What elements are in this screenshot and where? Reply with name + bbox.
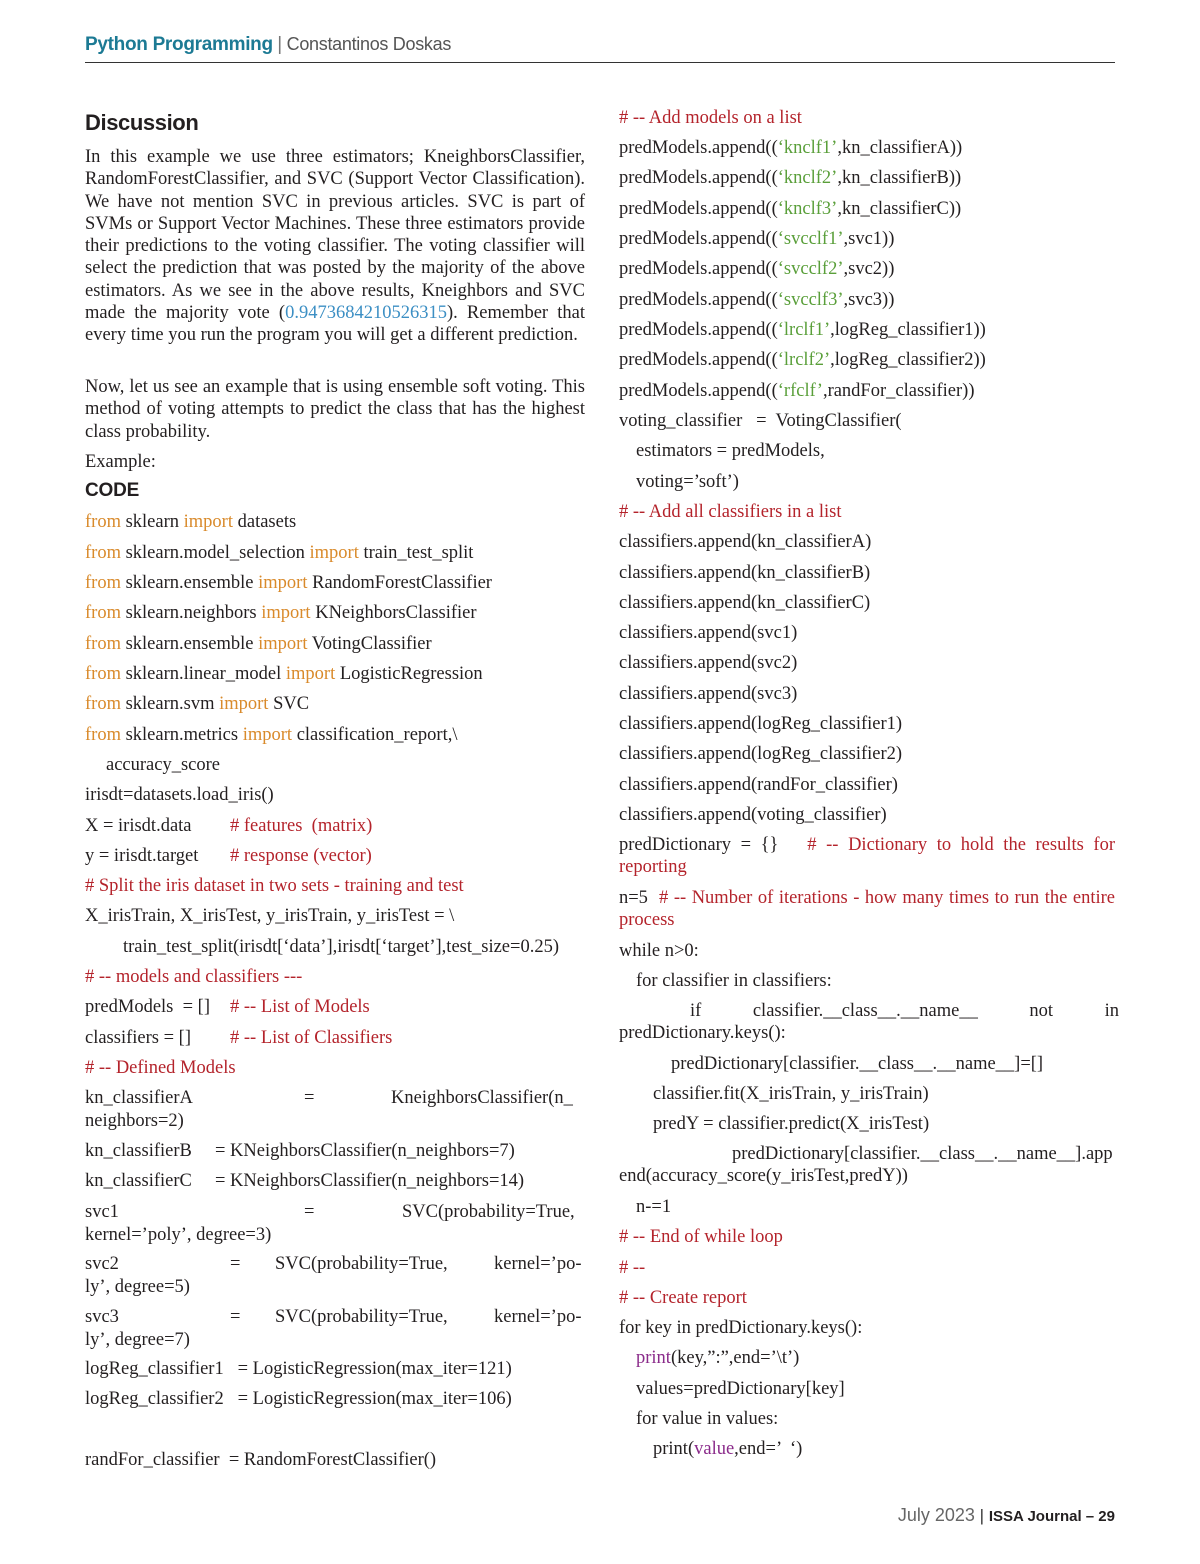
code-comment: # -- End of while loop [619, 1227, 783, 1247]
code-comment: # -- [619, 1258, 646, 1278]
code-text: ,end=’ ‘) [734, 1439, 803, 1459]
page-header [85, 34, 1115, 63]
code-text: (key,”:”,end=’\t’) [670, 1348, 800, 1368]
code-line: kernel=’poly’, degree=3) [85, 1225, 272, 1245]
code-line: voting_classifier = VotingClassifier( [619, 411, 902, 431]
import-module: sklearn.metrics [120, 725, 243, 745]
footer-journal: ISSA Journal – 29 [988, 1508, 1115, 1525]
import-name: datasets [233, 512, 297, 532]
code-line: predModels = [] [85, 997, 211, 1017]
from-keyword: from [85, 634, 121, 654]
code-string: ‘lrclf2’ [777, 350, 831, 370]
from-keyword: from [85, 725, 121, 745]
code-line: for value in values: [636, 1409, 779, 1429]
code-text: X = irisdt.data [85, 816, 192, 836]
code-line: classifiers = [] [85, 1028, 191, 1048]
footer-separator: | [979, 1506, 985, 1525]
code-line: SVC(probability=True, [402, 1202, 575, 1222]
code-comment: # -- models and classifiers --- [85, 967, 303, 987]
code-line: logReg_classifier2 = LogisticRegression(max_iter=106) [85, 1389, 512, 1409]
code-line: = [230, 1254, 241, 1274]
import-keyword: import [242, 725, 293, 745]
code-line: classifiers.append(kn_classifierA) [619, 532, 872, 552]
header-title: Python Programming [85, 34, 273, 55]
code-label: CODE [85, 480, 140, 501]
code-line [619, 198, 961, 220]
print-function: print [636, 1348, 671, 1368]
code-text: predModels.append(( [619, 259, 778, 279]
code-comment: # -- Number of iterations - how many times to run the entire process [619, 888, 1115, 931]
footer-date: July 2023 [897, 1505, 975, 1525]
from-keyword: from [85, 543, 121, 563]
code-comment: # -- Dictionary to hold the results for reporting [619, 835, 1116, 878]
code-import-line [85, 511, 296, 533]
code-text: predModels.append(( [619, 138, 778, 158]
code-line: predDictionary[classifier.__class__.__name__]=[] [671, 1054, 1044, 1074]
code-line: for classifier in classifiers: [636, 971, 832, 991]
code-comment: # -- Add all classifiers in a list [619, 502, 842, 522]
code-line: = [304, 1202, 315, 1222]
code-comment: # -- Add models on a list [619, 108, 802, 128]
discussion-heading: Discussion [85, 110, 199, 135]
code-line [619, 887, 1115, 932]
header-separator: | [277, 34, 283, 55]
import-module: sklearn [120, 512, 184, 532]
code-text: ,kn_classifierC)) [837, 199, 962, 219]
code-text: predModels.append(( [619, 290, 778, 310]
code-text: n=5 [619, 888, 648, 908]
code-line: kn_classifierB = KNeighborsClassifier(n_neighbors=7) [85, 1141, 515, 1161]
code-comment: # -- Create report [619, 1288, 747, 1308]
code-line: for key in predDictionary.keys(): [619, 1318, 863, 1338]
code-line: estimators = predModels, [636, 441, 825, 461]
import-name: train_test_split [358, 543, 474, 563]
from-keyword: from [85, 694, 121, 714]
code-line: classifier.fit(X_irisTrain, y_irisTrain) [653, 1084, 929, 1104]
from-keyword: from [85, 573, 121, 593]
code-line: = [230, 1307, 241, 1327]
code-line [619, 167, 961, 189]
code-comment: # Split the iris dataset in two sets - training and test [85, 876, 464, 896]
code-text: ,logReg_classifier1)) [830, 320, 986, 340]
code-line: randFor_classifier = RandomForestClassifier() [85, 1450, 437, 1470]
import-name: SVC [268, 694, 310, 714]
code-line: predDictionary[classifier.__class__.__name__].append(accuracy_score(y_irisTest,predY)) [619, 1144, 1113, 1187]
code-comment: # response (vector) [230, 846, 372, 866]
code-line: KneighborsClassifier(n_ [391, 1088, 573, 1108]
code-comment: # -- Defined Models [85, 1058, 236, 1078]
code-line: SVC(probability=True, [275, 1307, 448, 1327]
code-line: classifiers.append(kn_classifierB) [619, 563, 871, 583]
import-keyword: import [183, 512, 233, 532]
code-text: ,randFor_classifier)) [822, 381, 975, 401]
import-keyword: import [261, 603, 311, 623]
import-name: LogisticRegression [335, 664, 483, 684]
code-line: classifiers.append(voting_classifier) [619, 805, 887, 825]
code-text: y = irisdt.target [85, 846, 199, 866]
code-line [619, 137, 962, 159]
code-text: predModels.append(( [619, 350, 778, 370]
code-line: ly’, degree=5) [85, 1277, 190, 1297]
code-line [85, 845, 198, 867]
code-text: predModels.append(( [619, 381, 778, 401]
code-text: predModels.append(( [619, 168, 778, 188]
code-line: ly’, degree=7) [85, 1330, 190, 1350]
import-module: sklearn.ensemble [120, 634, 259, 654]
import-keyword: import [219, 694, 269, 714]
import-keyword: import [258, 634, 308, 654]
code-string: ‘knclf2’ [777, 168, 838, 188]
code-line: neighbors=2) [85, 1111, 184, 1131]
import-module: sklearn.svm [120, 694, 220, 714]
import-name: classification_report,\ [292, 725, 458, 745]
discussion-paragraph-1 [85, 146, 585, 347]
page-footer [898, 1505, 1115, 1526]
code-line: train_test_split(irisdt[‘data’],irisdt[‘target’],test_size=0.25) [123, 937, 559, 957]
code-string: ‘knclf3’ [777, 199, 838, 219]
code-line [619, 380, 974, 402]
import-module: sklearn.linear_model [120, 664, 286, 684]
code-line: classifiers.append(svc3) [619, 684, 798, 704]
code-import-line [85, 572, 492, 594]
code-comment: # features (matrix) [230, 816, 373, 836]
code-line: logReg_classifier1 = LogisticRegression(max_iter=121) [85, 1359, 512, 1379]
code-variable: value [694, 1439, 735, 1459]
code-line: kernel=’po- [494, 1307, 582, 1327]
code-string: ‘lrclf1’ [777, 320, 831, 340]
code-line: accuracy_score [106, 755, 220, 775]
discussion-paragraph-2: Now, let us see an example that is using ensemble soft voting. This method of voting attempts to predict the class that has the highest class probability. [85, 377, 585, 442]
example-label: Example: [85, 452, 156, 472]
from-keyword: from [85, 664, 121, 684]
code-string: ‘rfclf’ [777, 381, 823, 401]
code-text: predModels.append(( [619, 229, 778, 249]
from-keyword: from [85, 512, 121, 532]
code-import-line [85, 542, 473, 564]
code-line [619, 289, 894, 311]
code-text: predModels.append(( [619, 199, 778, 219]
import-keyword: import [258, 573, 308, 593]
code-text: predModels.append(( [619, 320, 778, 340]
code-line: svc2 [85, 1254, 119, 1274]
code-line: classifiers.append(kn_classifierC) [619, 593, 871, 613]
code-line [85, 815, 192, 837]
code-import-line [85, 724, 457, 746]
code-line: classifiers.append(svc1) [619, 623, 798, 643]
code-line [619, 834, 1115, 879]
code-string: ‘knclf1’ [777, 138, 838, 158]
code-text: ,kn_classifierA)) [837, 138, 963, 158]
code-text: ,logReg_classifier2)) [830, 350, 986, 370]
code-line: while n>0: [619, 941, 699, 961]
code-line: = [304, 1088, 315, 1108]
import-module: sklearn.neighbors [120, 603, 262, 623]
code-line: if classifier.__class__.__name__ not in predDictionary.keys(): [619, 1001, 1119, 1044]
code-line [619, 258, 894, 280]
code-text: predDictionary = {} [619, 835, 779, 855]
code-line [653, 1438, 802, 1460]
code-line: n-=1 [636, 1197, 672, 1217]
import-name: VotingClassifier [307, 634, 432, 654]
code-line: svc3 [85, 1307, 119, 1327]
para1-text-before: In this example we use three estimators; KneighborsClassifier, RandomForestClassifier, and SVC (Support Vector Classification). We have not mention SVC in previous articles. SVC is part of SVMs or Support Vector Machines. These three estimators provide their predictions to the voting classifier. The voting classifier will select the prediction that was posted by the majority of the above estimators. As we see in the above results, Kneighbors and SVC made the majority vote ( [85, 147, 585, 324]
code-line: classifiers.append(randFor_classifier) [619, 775, 898, 795]
header-author: Constantinos Doskas [286, 34, 452, 54]
code-line [636, 1347, 799, 1369]
code-line: SVC(probability=True, [275, 1254, 448, 1274]
code-line [619, 228, 894, 250]
code-string: ‘svcclf3’ [777, 290, 844, 310]
accuracy-number: 0.9473684210526315 [285, 303, 447, 324]
code-line: voting=’soft’) [636, 472, 739, 492]
import-module: sklearn.model_selection [120, 543, 310, 563]
from-keyword: from [85, 603, 121, 623]
code-line: classifiers.append(logReg_classifier1) [619, 714, 903, 734]
code-comment: # -- List of Classifiers [230, 1028, 393, 1048]
para1-text-after: ). Remember that every time you run the program you will get a different prediction. [85, 303, 585, 346]
code-line: irisdt=datasets.load_iris() [85, 785, 274, 805]
code-text: ,kn_classifierB)) [837, 168, 962, 188]
import-module: sklearn.ensemble [120, 573, 259, 593]
code-import-line [85, 663, 483, 685]
code-comment: # -- List of Models [230, 997, 370, 1017]
code-line: predY = classifier.predict(X_irisTest) [653, 1114, 930, 1134]
import-name: RandomForestClassifier [307, 573, 492, 593]
code-line: svc1 [85, 1202, 119, 1222]
code-line: classifiers.append(svc2) [619, 653, 798, 673]
code-text: ,svc2)) [843, 259, 895, 279]
code-line: kernel=’po- [494, 1254, 582, 1274]
code-text: ,svc3)) [843, 290, 895, 310]
code-import-line [85, 633, 432, 655]
import-keyword: import [285, 664, 336, 684]
code-line [619, 349, 986, 371]
code-line: X_irisTrain, X_irisTest, y_irisTrain, y_irisTest = \ [85, 906, 455, 926]
code-string: ‘svcclf2’ [777, 259, 844, 279]
code-line: classifiers.append(logReg_classifier2) [619, 744, 903, 764]
code-text: ,svc1)) [843, 229, 895, 249]
import-keyword: import [309, 543, 359, 563]
code-import-line [85, 693, 309, 715]
import-name: KNeighborsClassifier [310, 603, 477, 623]
code-line: kn_classifierC = KNeighborsClassifier(n_neighbors=14) [85, 1171, 525, 1191]
code-line [619, 319, 986, 341]
code-import-line [85, 602, 477, 624]
code-line: values=predDictionary[key] [636, 1379, 845, 1399]
code-string: ‘svcclf1’ [777, 229, 844, 249]
code-line: kn_classifierA [85, 1088, 193, 1108]
code-text: print( [653, 1439, 695, 1459]
